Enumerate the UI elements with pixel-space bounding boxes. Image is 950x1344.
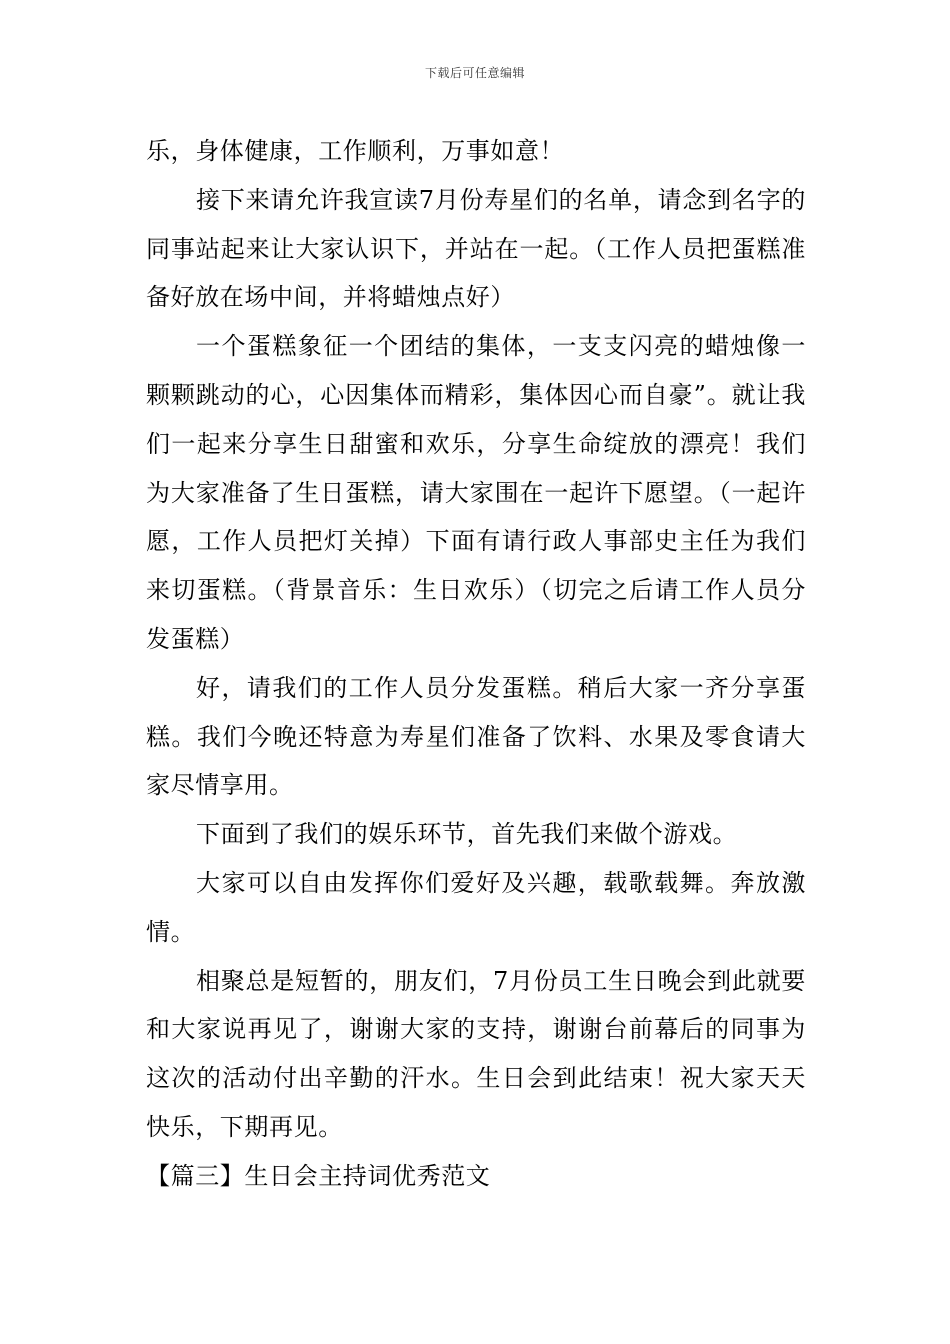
paragraph-games: 下面到了我们的娱乐环节，首先我们来做个游戏。 xyxy=(196,820,738,849)
paragraph-cake-candles: 一个蛋糕象征一个团结的集体，一支支闪亮的蜡烛像一颗颗跳动的心，心因集体而精彩，集体因心而自豪”。就让我们一起来分享生日甜蜜和欢乐，分享生命绽放的漂亮！我们为大家准备了生日蛋糕，请大家围在一起许下愿望。（一起许愿，工作人员把灯关掉）下面有请行政人事部史主任为我们来切蛋糕。（背景音乐：生日欢乐）（切完之后请工作人员分发蛋糕） xyxy=(146,332,806,653)
paragraph-continuation: 乐，身体健康，工作顺利，万事如意！ xyxy=(146,137,565,165)
paragraph-closing: 相聚总是短暂的，朋友们，7月份员工生日晚会到此就要和大家说再见了，谢谢大家的支持，谢谢台前幕后的同事为这次的活动付出辛勤的汗水。生日会到此结束！祝大家天天快乐，下期再见。 xyxy=(146,966,806,1141)
paragraph-name-list: 接下来请允许我宣读7月份寿星们的名单，请念到名字的同事站起来让大家认识下，并站在一起。（工作人员把蛋糕准备好放在场中间，并将蜡烛点好） xyxy=(146,185,806,312)
paragraph-share-cake: 好，请我们的工作人员分发蛋糕。稍后大家一齐分享蛋糕。我们今晚还特意为寿星们准备了饮料、水果及零食请大家尽情享用。 xyxy=(146,673,806,800)
paragraph-performance: 大家可以自由发挥你们爱好及兴趣，载歌载舞。奔放激情。 xyxy=(146,868,806,946)
page-header-note: 下载后可任意编辑 xyxy=(424,66,525,80)
document-body xyxy=(146,127,806,1201)
section-heading: 【篇三】生日会主持词优秀范文 xyxy=(146,1161,491,1190)
